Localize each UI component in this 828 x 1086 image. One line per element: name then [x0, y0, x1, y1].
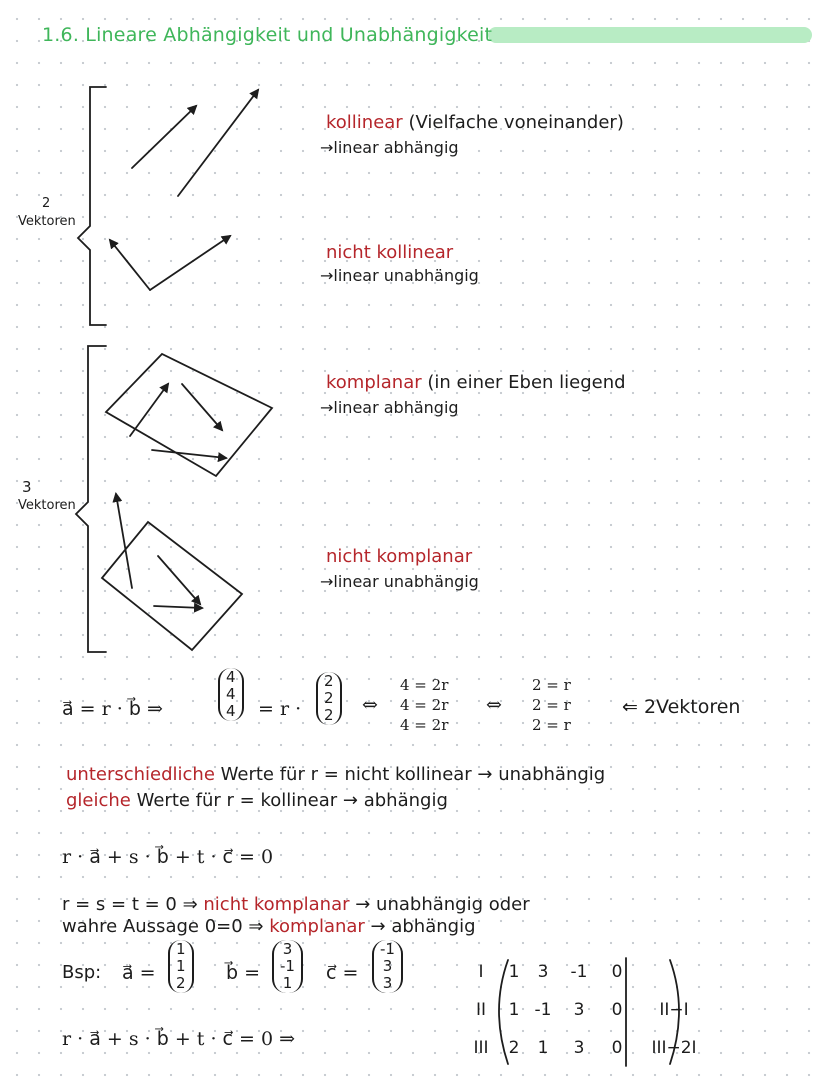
- page-title: 1.6. Lineare Abhängigkeit und Unabhängigkeit: [42, 24, 493, 46]
- cell-3-rhs: 0: [611, 1038, 623, 1058]
- cell-3-1: 2: [508, 1038, 520, 1058]
- matrix-row-1: [462, 962, 714, 982]
- vec-b-3: 2: [324, 706, 334, 724]
- example-eq-1: 4 = 2r: [400, 676, 449, 694]
- result-nicht-komplanar: →linear unabhängig: [320, 572, 479, 591]
- rule-trivial-start: r = s = t = 0 ⇒: [62, 894, 204, 915]
- rule-true-start: wahre Aussage 0=0 ⇒: [62, 916, 270, 937]
- vec-a-2: 4: [226, 685, 236, 703]
- example-eq-3: 4 = 2r: [400, 716, 449, 734]
- term-unterschiedlich: unterschiedliche: [66, 764, 215, 785]
- vec-a-1: 4: [226, 668, 236, 686]
- cell-1-1: 1: [508, 962, 520, 982]
- cell-3-3: 3: [573, 1038, 585, 1058]
- row-label-1: I: [478, 962, 484, 982]
- example-lhs: a⃗ = r · b⃗ ⇒: [62, 698, 163, 720]
- example-iff-1: ⇔: [362, 694, 378, 716]
- bsp-c-3: 3: [382, 974, 393, 992]
- example-eq-2: 4 = 2r: [400, 696, 449, 714]
- rule-true-rest: → abhängig: [364, 916, 476, 937]
- term-gleiche: gleiche: [66, 790, 131, 811]
- note-komplanar-paren: (in einer Eben liegend: [421, 372, 626, 393]
- row-label-3: III: [473, 1038, 489, 1058]
- matrix-row-2: [462, 1000, 714, 1020]
- bsp-a-3: 2: [176, 974, 186, 992]
- term-nicht-komplanar-2: nicht komplanar: [203, 894, 350, 915]
- bsp-b-1: 3: [282, 940, 293, 958]
- linear-combination: r · a⃗ + s · b⃗ + t · c⃗ = 0: [62, 846, 274, 868]
- rule-trivial-rest: → unabhängig oder: [349, 894, 530, 915]
- bsp-c-1: -1: [380, 940, 395, 958]
- example-note: ⇐ 2Vektoren: [622, 696, 741, 718]
- label-three-number: 3: [22, 478, 32, 496]
- vec-b-1: 2: [324, 672, 334, 690]
- bsp-b-2: -1: [280, 957, 295, 975]
- row-op-2: II−I: [659, 1000, 689, 1020]
- cell-2-1: 1: [508, 1000, 520, 1020]
- term-nicht-kollinear: nicht kollinear: [326, 242, 454, 263]
- matrix-row-3: [462, 1038, 714, 1058]
- bsp-c-2: 3: [382, 957, 393, 975]
- result-komplanar: →linear abhängig: [320, 398, 459, 417]
- cell-2-2: -1: [534, 1000, 552, 1020]
- term-komplanar-2: komplanar: [269, 916, 365, 937]
- bsp-a-label: a⃗ =: [122, 962, 156, 984]
- example-mid: = r ·: [258, 698, 302, 720]
- vec-b-2: 2: [324, 689, 334, 707]
- example-sol-1: 2 = r: [532, 676, 571, 694]
- row-label-2: II: [475, 1000, 487, 1020]
- cell-2-3: 3: [573, 1000, 585, 1020]
- label-two-vectors: Vektoren: [18, 214, 76, 229]
- cell-1-rhs: 0: [611, 962, 623, 982]
- row-op-3: III−2I: [651, 1038, 697, 1058]
- result-nicht-kollinear: →linear unabhängig: [320, 266, 479, 285]
- label-three-vectors: Vektoren: [18, 498, 76, 513]
- bsp-label: Bsp:: [62, 962, 102, 983]
- example-sol-2: 2 = r: [532, 696, 571, 714]
- cell-1-2: 3: [537, 962, 549, 982]
- rule-gleich-rest: Werte für r = kollinear → abhängig: [130, 790, 448, 811]
- note-kollinear-paren: (Vielfache voneinander): [402, 112, 624, 133]
- cell-1-3: -1: [570, 962, 588, 982]
- bsp-c-label: c⃗ =: [326, 962, 359, 984]
- example-iff-2: ⇔: [486, 694, 502, 716]
- bsp-b-label: b⃗ =: [226, 962, 261, 984]
- cell-2-rhs: 0: [611, 1000, 623, 1020]
- result-kollinear: →linear abhängig: [320, 138, 459, 157]
- bsp-a-1: 1: [176, 940, 186, 958]
- vec-a-3: 4: [226, 702, 236, 720]
- term-nicht-komplanar: nicht komplanar: [326, 546, 473, 567]
- term-komplanar: komplanar: [326, 372, 422, 393]
- cell-3-2: 1: [537, 1038, 549, 1058]
- bsp-b-3: 1: [282, 974, 293, 992]
- label-two-number: 2: [42, 196, 51, 211]
- system-lhs: r · a⃗ + s · b⃗ + t · c⃗ = 0 ⇒: [62, 1028, 296, 1050]
- rule-unterschiedlich-rest: Werte für r = nicht kollinear → unabhängig: [214, 764, 606, 785]
- bsp-a-2: 1: [176, 957, 186, 975]
- term-kollinear: kollinear: [326, 112, 403, 133]
- row-op-1: [634, 962, 714, 982]
- example-sol-3: 2 = r: [532, 716, 571, 734]
